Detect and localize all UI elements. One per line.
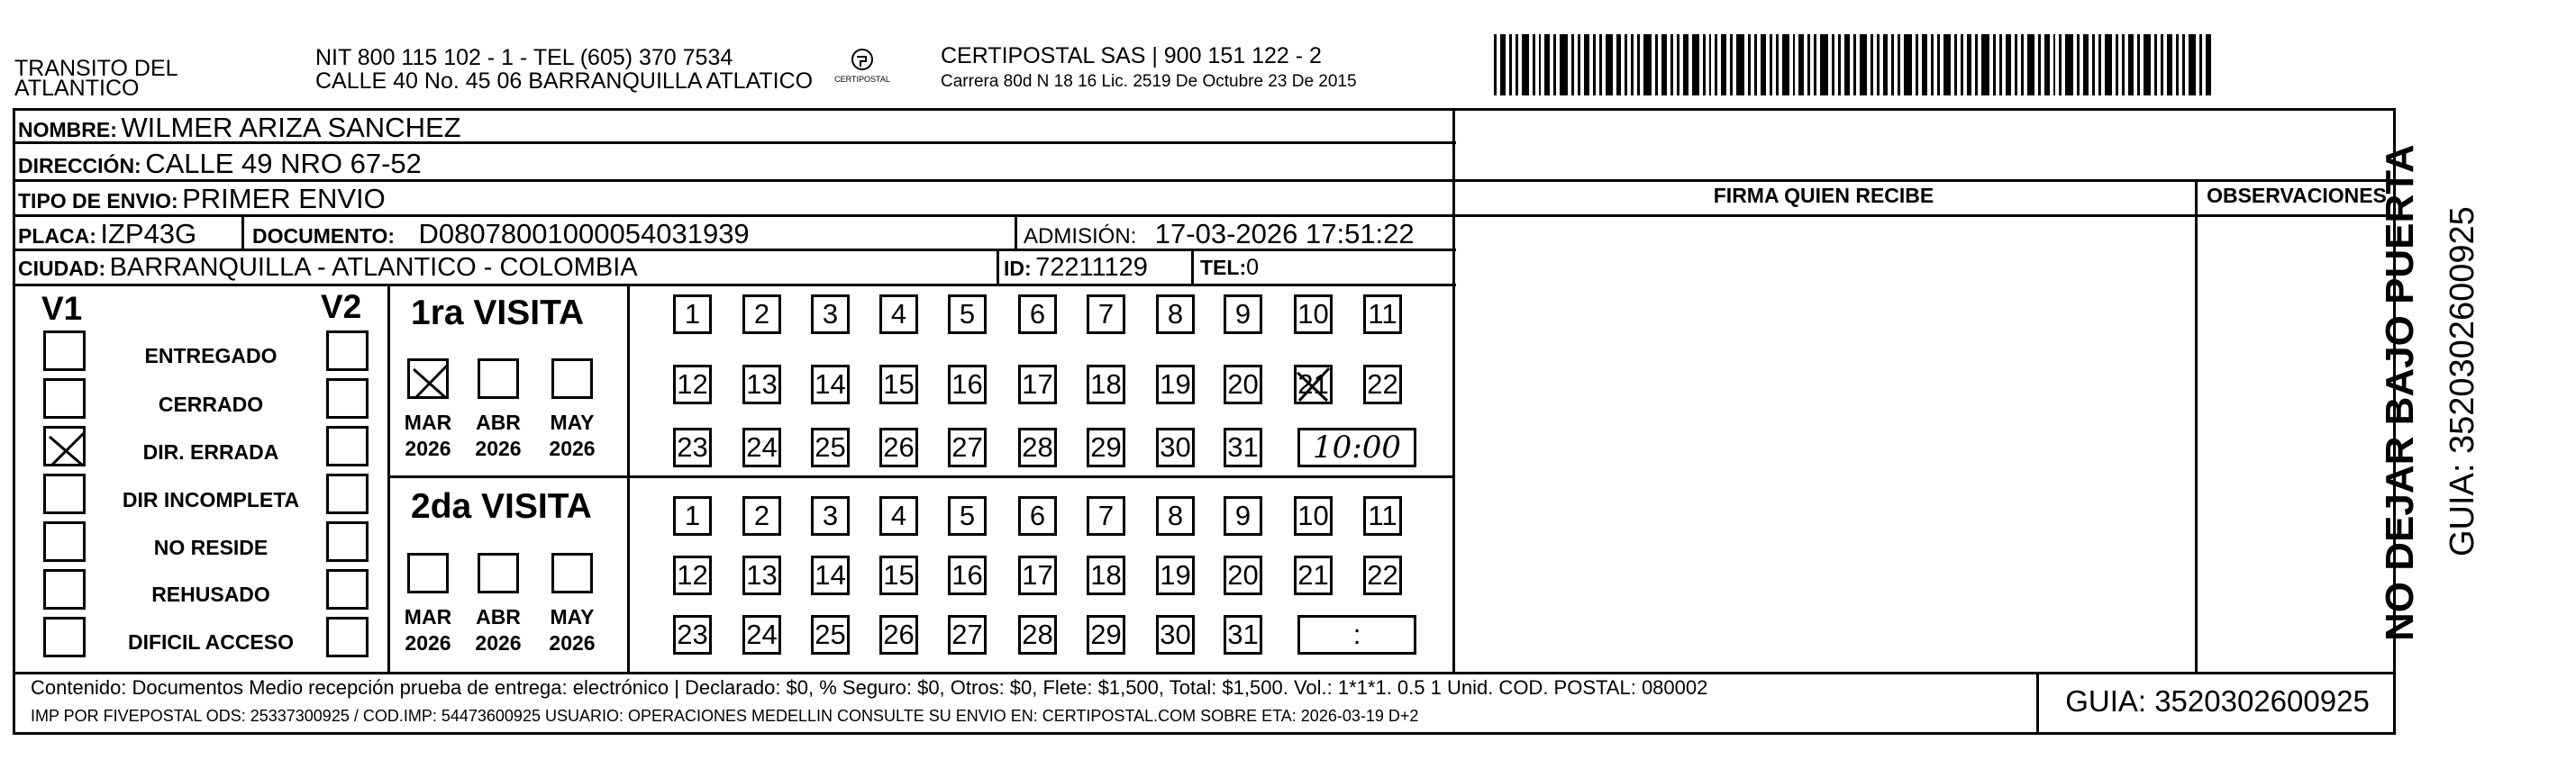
- v2-checkbox-7[interactable]: [326, 617, 369, 657]
- side-guia: GUIA: 3520302600925: [2444, 206, 2481, 556]
- certipostal-line2: Carrera 80d N 18 16 Lic. 2519 De Octubre 23 De 2015: [941, 72, 1357, 91]
- visit2-day-1[interactable]: 1: [673, 496, 712, 536]
- visit2-day-4[interactable]: 4: [879, 496, 918, 536]
- org-name-line1: TRANSITO DEL: [14, 56, 178, 81]
- certipostal-logo: [831, 45, 894, 90]
- barcode-bar: [2105, 34, 2112, 95]
- visit2-title: 2da VISITA: [411, 487, 592, 526]
- barcode-bar: [1637, 34, 1640, 95]
- barcode-bar: [2053, 34, 2056, 95]
- barcode-bar: [1954, 34, 1957, 95]
- visit2-month-may-checkbox[interactable]: [551, 553, 593, 593]
- id-field: [1004, 255, 1148, 281]
- barcode-bar: [1560, 34, 1568, 95]
- barcode-bar: [1522, 34, 1529, 95]
- visit2-month-label: [396, 604, 460, 656]
- month-name: MAY: [550, 605, 595, 629]
- barcode-bar: [1593, 34, 1596, 95]
- barcode-bar: [1736, 34, 1744, 95]
- barcode-bar: [1500, 34, 1506, 95]
- visit2-day-29[interactable]: 29: [1087, 615, 1125, 655]
- visit2-day-6[interactable]: 6: [1018, 496, 1057, 536]
- ciudad-field: [18, 255, 638, 281]
- v1-checkbox-6[interactable]: [43, 569, 86, 610]
- visit2-day-5[interactable]: 5: [948, 496, 987, 536]
- barcode-bar: [2161, 34, 2163, 95]
- status-label: DIR INCOMPLETA: [122, 488, 300, 511]
- signature-area[interactable]: [1455, 217, 2195, 672]
- visit1-day-31[interactable]: 31: [1224, 428, 1262, 467]
- visit1-day-21[interactable]: [1294, 365, 1333, 404]
- visit1-day-25[interactable]: 25: [811, 428, 850, 467]
- nombre-field: [18, 113, 461, 141]
- month-name: MAR: [404, 605, 452, 629]
- barcode-bar: [2167, 34, 2172, 95]
- visit2-day-8[interactable]: 8: [1156, 496, 1195, 536]
- visit1-time-box[interactable]: 10:00: [1297, 428, 1416, 467]
- placa-value: IZP43G: [100, 218, 197, 249]
- barcode-bar: [2027, 34, 2034, 95]
- admision-field: [1024, 220, 1415, 248]
- visit2-day-25[interactable]: 25: [811, 615, 850, 655]
- placa-label: PLACA:: [18, 224, 96, 248]
- tipo-envio-value: PRIMER ENVIO: [182, 183, 386, 214]
- ciudad-value: BARRANQUILLA - ATLANTICO - COLOMBIA: [109, 253, 638, 282]
- tel-label: TEL:: [1200, 256, 1247, 279]
- visit2-day-24[interactable]: 24: [742, 615, 781, 655]
- visit2-month-mar-checkbox[interactable]: [407, 553, 449, 593]
- barcode-bar: [1692, 34, 1699, 95]
- visit1-day-1[interactable]: 1: [673, 294, 712, 334]
- v1-checkbox-1[interactable]: [43, 330, 86, 371]
- month-name: MAR: [404, 411, 452, 434]
- barcode-bar: [1931, 34, 1934, 95]
- visit1-day-7[interactable]: 7: [1087, 294, 1125, 334]
- certipostal-line1: CERTIPOSTAL SAS | 900 151 122 - 2: [941, 43, 1322, 68]
- direccion-label: DIRECCIÓN:: [18, 154, 141, 177]
- barcode-bar: [1807, 34, 1810, 95]
- visit2-day-19[interactable]: 19: [1156, 556, 1195, 595]
- visit2-day-3[interactable]: 3: [811, 496, 850, 536]
- tel-value: 0: [1246, 255, 1260, 280]
- barcode-bar: [1937, 34, 1940, 95]
- barcode-bar: [1670, 34, 1673, 95]
- visit2-day-28[interactable]: 28: [1018, 615, 1057, 655]
- barcode-bar: [2176, 34, 2179, 95]
- barcode-bar: [1993, 34, 1996, 95]
- visit2-day-17[interactable]: 17: [1018, 556, 1057, 595]
- visit1-day-29[interactable]: 29: [1087, 428, 1125, 467]
- barcode-bar: [2199, 34, 2202, 95]
- barcode-bar: [1877, 34, 1880, 95]
- barcode-bar: [2189, 34, 2196, 95]
- status-label: CERRADO: [158, 393, 264, 416]
- visit1-day-9[interactable]: 9: [1224, 294, 1262, 334]
- footer-contents-line: Contenido: Documentos Medio recepción prueba de entrega: electrónico | Declarado: $0, % Seguro: $0, Otros: $0, Flete: $1,500, Total: $1,500. Vol.: 1*1*1. 0.5 1 Unid. COD. POSTAL: 080002: [31, 676, 1708, 699]
- visit2-month-label: [541, 604, 604, 656]
- v1-header: V1: [41, 290, 83, 327]
- visit2-day-16[interactable]: 16: [948, 556, 987, 595]
- observaciones-header: OBSERVACIONES: [2207, 184, 2387, 207]
- visit1-day-11[interactable]: 11: [1363, 294, 1402, 334]
- tipo-envio-label: TIPO DE ENVIO:: [18, 189, 178, 213]
- visit1-day-12[interactable]: 12: [673, 365, 712, 404]
- ciudad-label: CIUDAD:: [18, 257, 106, 280]
- barcode-bar: [1494, 34, 1497, 95]
- visit1-day-2[interactable]: 2: [742, 294, 781, 334]
- barcode-bar: [2137, 34, 2140, 95]
- visit1-day-20[interactable]: 20: [1224, 365, 1262, 404]
- barcode-bar: [1683, 34, 1689, 95]
- barcode-bar: [1661, 34, 1667, 95]
- barcode-bar: [1655, 34, 1658, 95]
- visit1-day-5[interactable]: 5: [948, 294, 987, 334]
- barcode-bar: [1904, 34, 1912, 95]
- visit2-day-31[interactable]: 31: [1224, 615, 1262, 655]
- barcode-bar: [2044, 34, 2050, 95]
- visit1-day-8[interactable]: 8: [1156, 294, 1195, 334]
- v1-checkbox-3[interactable]: [43, 426, 86, 466]
- v1-checkbox-5[interactable]: [43, 521, 86, 562]
- barcode-bar: [1715, 34, 1717, 95]
- barcode-bar: [1844, 34, 1850, 95]
- month-year: 2026: [475, 630, 522, 655]
- barcode-bar: [1975, 34, 1978, 95]
- barcode-bar: [2144, 34, 2152, 95]
- barcode-bar: [2038, 34, 2041, 95]
- day-text: 21: [1297, 368, 1329, 400]
- v2-checkbox-1[interactable]: [326, 330, 369, 371]
- barcode-bar: [1814, 34, 1816, 95]
- month-year: 2026: [405, 436, 451, 460]
- barcode-bar: [1922, 34, 1927, 95]
- barcode-bar: [1703, 34, 1706, 95]
- month-year: 2026: [475, 436, 522, 460]
- direccion-field: [18, 149, 422, 177]
- visit2-day-13[interactable]: 13: [742, 556, 781, 595]
- footer-guia: GUIA: 3520302600925: [2065, 684, 2370, 718]
- visit1-day-6[interactable]: 6: [1018, 294, 1057, 334]
- barcode-bar: [2065, 34, 2073, 95]
- footer-print-line: IMP POR FIVEPOSTAL ODS: 25337300925 / COD.IMP: 54473600925 USUARIO: OPERACIONES MEDELLIN CONSULTE SU ENVIO EN: CERTIPOSTAL.COM SOBRE ETA: 2026-03-19 D+2: [31, 707, 1419, 725]
- visit1-day-23[interactable]: 23: [673, 428, 712, 467]
- placa-field: [18, 220, 196, 248]
- barcode-bar: [1544, 34, 1550, 95]
- v2-checkbox-6[interactable]: [326, 569, 369, 610]
- visit1-day-4[interactable]: 4: [879, 294, 918, 334]
- barcode-bar: [1770, 34, 1772, 95]
- visit2-day-14[interactable]: 14: [811, 556, 850, 595]
- visit1-month-label: [541, 410, 604, 462]
- month-name: MAY: [550, 411, 595, 434]
- visit1-month-may-checkbox[interactable]: [551, 358, 593, 399]
- visit2-day-20[interactable]: 20: [1224, 556, 1262, 595]
- barcode: [1494, 34, 2215, 95]
- barcode-bar: [2182, 34, 2185, 95]
- status-label: DIR. ERRADA: [142, 440, 279, 464]
- visit1-day-24[interactable]: 24: [742, 428, 781, 467]
- v1-checkbox-7[interactable]: [43, 617, 86, 657]
- barcode-bar: [1748, 34, 1751, 95]
- visit1-day-13[interactable]: 13: [742, 365, 781, 404]
- barcode-bar: [1578, 34, 1580, 95]
- visit1-month-label: [467, 410, 530, 462]
- v2-checkbox-4[interactable]: [326, 474, 369, 514]
- org-name-line2: ATLANTICO: [14, 76, 140, 101]
- barcode-bar: [1553, 34, 1556, 95]
- month-year: 2026: [549, 630, 596, 655]
- barcode-bar: [2059, 34, 2062, 95]
- visit1-day-17[interactable]: 17: [1018, 365, 1057, 404]
- visit1-day-30[interactable]: 30: [1156, 428, 1195, 467]
- visit1-day-14[interactable]: 14: [811, 365, 850, 404]
- barcode-bar: [1643, 34, 1652, 95]
- barcode-bar: [1533, 34, 1535, 95]
- month-name: ABR: [476, 605, 521, 629]
- barcode-bar: [1539, 34, 1542, 95]
- barcode-bar: [2206, 34, 2211, 95]
- barcode-bar: [1625, 34, 1627, 95]
- visit2-month-label: [467, 604, 530, 656]
- barcode-bar: [1838, 34, 1841, 95]
- documento-field: [252, 220, 750, 248]
- barcode-bar: [1677, 34, 1679, 95]
- logo-caption: CERTIPOSTAL: [834, 75, 890, 84]
- barcode-bar: [2122, 34, 2125, 95]
- barcode-bar: [1584, 34, 1589, 95]
- observations-area[interactable]: [2198, 217, 2396, 672]
- visit1-day-10[interactable]: 10: [1294, 294, 1333, 334]
- month-year: 2026: [549, 436, 596, 460]
- barcode-bar: [1883, 34, 1889, 95]
- month-year: 2026: [405, 630, 451, 655]
- v2-checkbox-2[interactable]: [326, 378, 369, 419]
- id-value: 72211129: [1035, 253, 1148, 282]
- barcode-bar: [2116, 34, 2118, 95]
- visit2-day-2[interactable]: 2: [742, 496, 781, 536]
- barcode-bar: [1832, 34, 1834, 95]
- barcode-bar: [2006, 34, 2011, 95]
- visit2-day-9[interactable]: 9: [1224, 496, 1262, 536]
- visit2-day-26[interactable]: 26: [879, 615, 918, 655]
- v1-checkbox-4[interactable]: [43, 474, 86, 514]
- barcode-bar: [1776, 34, 1779, 95]
- v2-checkbox-3[interactable]: [326, 426, 369, 466]
- barcode-bar: [1871, 34, 1873, 95]
- barcode-bar: [1571, 34, 1574, 95]
- barcode-bar: [1761, 34, 1766, 95]
- visit1-day-16[interactable]: 16: [948, 365, 987, 404]
- barcode-bar: [1631, 34, 1634, 95]
- barcode-bar: [1730, 34, 1733, 95]
- visit2-month-abr-checkbox[interactable]: [478, 553, 519, 593]
- visit2-time-box[interactable]: :: [1297, 615, 1416, 655]
- visit2-day-23[interactable]: 23: [673, 615, 712, 655]
- barcode-bar: [1509, 34, 1512, 95]
- barcode-bar: [2083, 34, 2089, 95]
- visit1-day-26[interactable]: 26: [879, 428, 918, 467]
- visit1-day-22[interactable]: 22: [1363, 365, 1402, 404]
- visit2-day-22[interactable]: 22: [1363, 556, 1402, 595]
- visit1-month-mar-checkbox[interactable]: [407, 358, 449, 399]
- barcode-bar: [1860, 34, 1867, 95]
- tipo-envio-field: [18, 185, 386, 213]
- address-line: CALLE 40 No. 45 06 BARRANQUILLA ATLATICO: [315, 68, 814, 94]
- visit2-day-15[interactable]: 15: [879, 556, 918, 595]
- visit1-month-abr-checkbox[interactable]: [478, 358, 519, 399]
- admision-value: 17-03-2026 17:51:22: [1154, 218, 1415, 249]
- month-name: ABR: [476, 411, 521, 434]
- nombre-label: NOMBRE:: [18, 118, 117, 141]
- id-label: ID:: [1004, 257, 1032, 280]
- barcode-bar: [1599, 34, 1602, 95]
- visit1-day-18[interactable]: 18: [1087, 365, 1125, 404]
- direccion-value: CALLE 49 NRO 67-52: [145, 148, 422, 179]
- barcode-bar: [1709, 34, 1712, 95]
- admision-label: ADMISIÓN:: [1024, 224, 1137, 249]
- barcode-bar: [1853, 34, 1856, 95]
- visit1-day-27[interactable]: 27: [948, 428, 987, 467]
- visit2-day-11[interactable]: 11: [1363, 496, 1402, 536]
- barcode-bar: [1606, 34, 1613, 95]
- nit-line: NIT 800 115 102 - 1 - TEL (605) 370 7534: [315, 45, 733, 70]
- barcode-bar: [2154, 34, 2157, 95]
- no-dejar-warning: NO DEJAR BAJO PUERTA: [2378, 144, 2422, 641]
- barcode-bar: [1798, 34, 1804, 95]
- barcode-bar: [1999, 34, 2002, 95]
- visit2-day-12[interactable]: 12: [673, 556, 712, 595]
- documento-label: DOCUMENTO:: [252, 224, 396, 248]
- barcode-bar: [1898, 34, 1900, 95]
- barcode-bar: [1943, 34, 1951, 95]
- visit2-day-21[interactable]: 21: [1294, 556, 1333, 595]
- barcode-bar: [2092, 34, 2095, 95]
- tel-field: [1200, 257, 1259, 279]
- visit2-day-7[interactable]: 7: [1087, 496, 1125, 536]
- barcode-bar: [1961, 34, 1963, 95]
- barcode-bar: [1967, 34, 1972, 95]
- documento-value: D08078001000054031939: [418, 218, 750, 249]
- barcode-bar: [1616, 34, 1622, 95]
- status-label: ENTREGADO: [144, 344, 278, 367]
- barcode-bar: [1754, 34, 1757, 95]
- status-label: DIFICIL ACCESO: [127, 630, 294, 654]
- visit2-day-18[interactable]: 18: [1087, 556, 1125, 595]
- visit1-day-19[interactable]: 19: [1156, 365, 1195, 404]
- firma-header: FIRMA QUIEN RECIBE: [1713, 184, 1934, 207]
- v2-checkbox-5[interactable]: [326, 521, 369, 562]
- v2-header: V2: [321, 288, 362, 325]
- nombre-value: WILMER ARIZA SANCHEZ: [121, 112, 461, 143]
- barcode-bar: [1981, 34, 1989, 95]
- visit2-day-10[interactable]: 10: [1294, 496, 1333, 536]
- status-label: NO RESIDE: [153, 536, 269, 559]
- status-label: REHUSADO: [151, 583, 270, 606]
- barcode-bar: [1916, 34, 1918, 95]
- visit1-day-28[interactable]: 28: [1018, 428, 1057, 467]
- v1-checkbox-2[interactable]: [43, 378, 86, 419]
- barcode-bar: [1516, 34, 1518, 95]
- visit1-title: 1ra VISITA: [411, 294, 585, 332]
- barcode-bar: [2077, 34, 2080, 95]
- barcode-bar: [2021, 34, 2024, 95]
- visit1-month-label: [396, 410, 460, 462]
- barcode-bar: [1820, 34, 1828, 95]
- barcode-bar: [2098, 34, 2101, 95]
- barcode-bar: [2128, 34, 2134, 95]
- visit2-day-27[interactable]: 27: [948, 615, 987, 655]
- visit2-day-30[interactable]: 30: [1156, 615, 1195, 655]
- barcode-bar: [1793, 34, 1796, 95]
- barcode-bar: [1721, 34, 1726, 95]
- visit1-day-15[interactable]: 15: [879, 365, 918, 404]
- barcode-bar: [2015, 34, 2017, 95]
- barcode-bar: [1891, 34, 1894, 95]
- barcode-bar: [1782, 34, 1789, 95]
- visit1-day-3[interactable]: 3: [811, 294, 850, 334]
